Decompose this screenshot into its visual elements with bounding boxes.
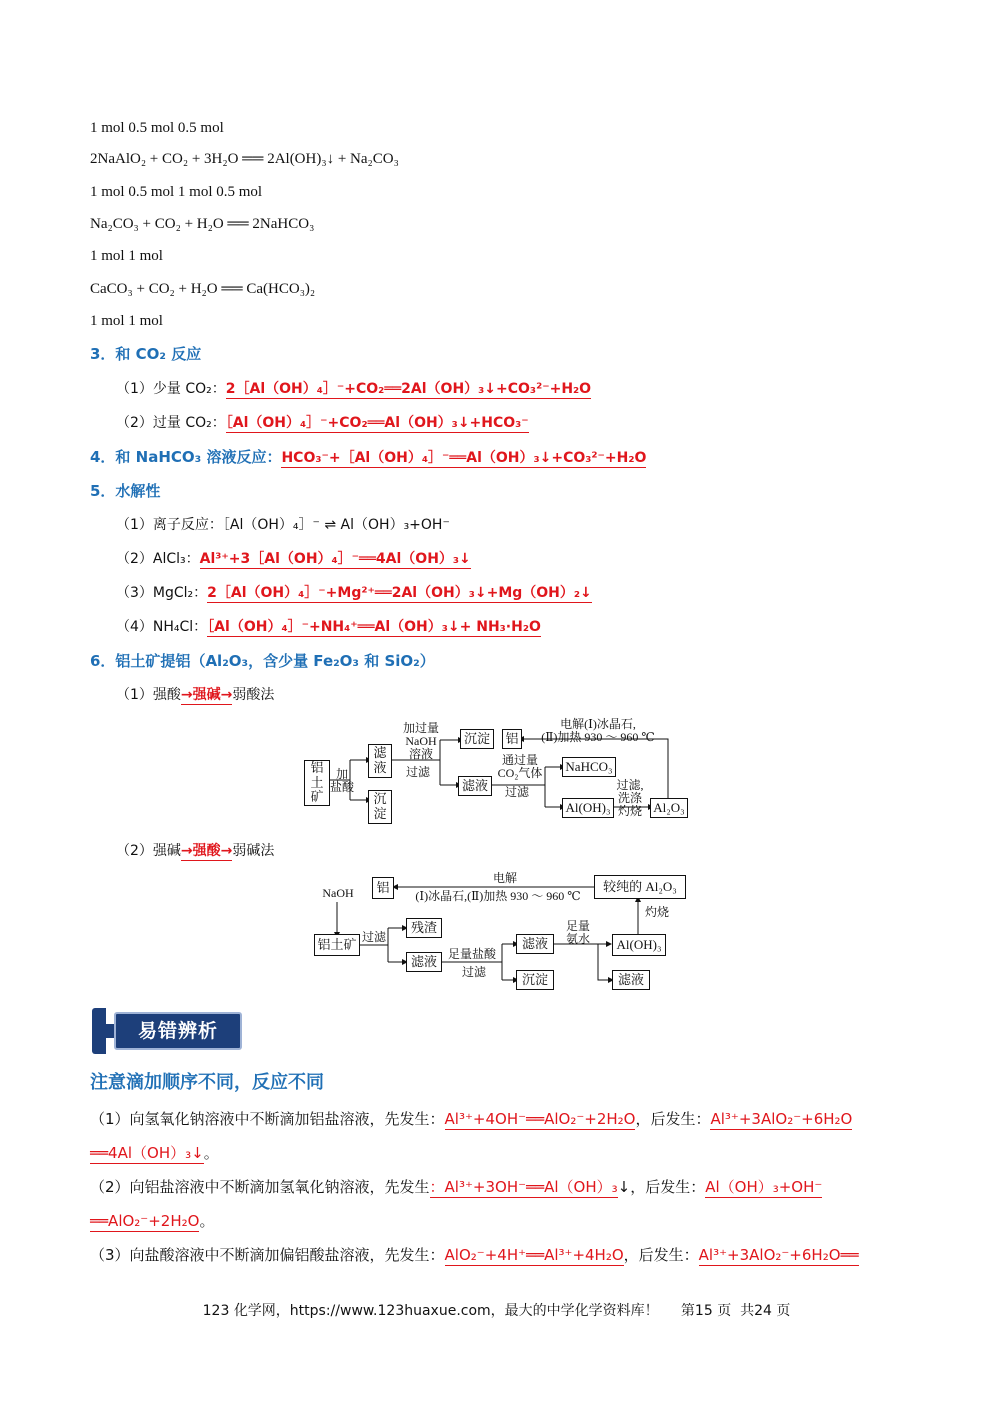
flow2-hcl: 足量盐酸 xyxy=(447,947,496,961)
section-5-title: 5．水解性 xyxy=(90,482,161,500)
mistake-2-then: ↓，后发生： xyxy=(617,1178,706,1196)
s5-item4-answer: ［Al（OH）₄］⁻+NH₄⁺══Al（OH）₃↓+ NH₃·H₂O xyxy=(207,619,541,635)
flow2-aluminum: 铝 xyxy=(372,877,394,899)
flow2-filter1: 过滤 xyxy=(361,930,386,944)
s6-method1-pre: （1）强酸 xyxy=(116,687,181,703)
flow2-filtrate1: 滤液 xyxy=(406,952,442,972)
flow2-filtrate2: 滤液 xyxy=(516,934,554,954)
banner-label: 易错辨析 xyxy=(114,1012,242,1050)
mistake-2-answer2b: ══AlO₂⁻+2H₂O xyxy=(90,1212,200,1230)
s5-item1: （1）离子反应：［Al（OH）₄］⁻ ⇌ Al（OH）₃+OH⁻ xyxy=(116,517,450,533)
mistake-2-end: 。 xyxy=(199,1212,215,1230)
s5-item3-label: （3）MgCl₂： xyxy=(116,585,208,601)
flow2-filtrate3: 滤液 xyxy=(612,970,650,990)
mistake-1-answer1: Al³⁺+4OH⁻══AlO₂⁻+2H₂O xyxy=(444,1110,636,1128)
mistake-1-end: 。 xyxy=(203,1144,219,1162)
flow2-precipitate: 沉淀 xyxy=(516,970,554,990)
s6-method2-post: 弱碱法 xyxy=(232,843,275,859)
flow2-naoh: NaOH xyxy=(322,886,354,900)
s3-item1-answer: 2［Al（OH）₄］⁻+CO₂══2Al（OH）₃↓+CO₃²⁻+H₂O xyxy=(225,381,592,397)
flow1-add-acid: 加 盐酸 xyxy=(329,767,354,795)
mistake-3-line1 xyxy=(90,1244,859,1265)
mistake-2-text: （2）向铝盐溶液中不断滴加氢氧化钠溶液，先发生 xyxy=(90,1178,430,1196)
equation-naalo2: 2NaAlO₂ + CO₂ + 3H₂O ══ 2Al(OH)₃↓ + Na₂CO₃ xyxy=(90,151,399,167)
flow2-pure-al2o3: 较纯的 Al₂O₃ xyxy=(594,875,686,899)
mole-line-1: 1 mol 0.5 mol 0.5 mol xyxy=(90,120,224,136)
flow1-nahco3: NaHCO₃ xyxy=(562,757,616,777)
s6-method1-answer: →强碱→ xyxy=(180,687,233,703)
mole-line-2: 1 mol 0.5 mol 1 mol 0.5 mol xyxy=(90,184,263,200)
mistake-3-answer1: AlO₂⁻+4H⁺══Al³⁺+4H₂O xyxy=(444,1246,624,1264)
flow2-aloh3: Al(OH)₃ xyxy=(612,934,666,956)
flow1-co2: 通过量 CO₂气体 xyxy=(497,753,543,781)
flow1-filtrate1: 滤 液 xyxy=(368,744,392,778)
s5-item4-label: （4）NH₄Cl： xyxy=(116,619,208,635)
flow1-al2o3: Al₂O₃ xyxy=(650,798,688,818)
flow2-ammonia: 足量 氨水 xyxy=(565,919,590,947)
flow1-ore: 铝 土 矿 xyxy=(304,760,330,806)
s3-item2-label: （2）过量 CO₂： xyxy=(116,415,226,431)
s6-method2-pre: （2）强碱 xyxy=(116,843,181,859)
mistake-1-text: （1）向氢氧化钠溶液中不断滴加铝盐溶液，先发生： xyxy=(90,1110,445,1128)
mistake-3-then: ，后发生： xyxy=(623,1246,699,1264)
mistake-2-line1 xyxy=(90,1176,822,1197)
mistake-1-line2 xyxy=(90,1142,219,1163)
section-4-title: 4．和 NaHCO₃ 溶液反应： xyxy=(90,448,282,466)
s6-method2-answer: →强酸→ xyxy=(180,843,233,859)
page-footer: 123 化学网，https://www.123huaxue.com，最大的中学化学资料库！ 第15 页 共24 页 xyxy=(202,1303,791,1319)
flow1-precipitate2: 沉淀 xyxy=(460,729,494,749)
s5-item2-label: （2）AlCl₃： xyxy=(116,551,200,567)
error-analysis-banner xyxy=(92,1008,248,1054)
mistake-2-answer1: ：Al³⁺+3OH⁻══Al（OH）₃ xyxy=(429,1178,618,1196)
flow2-burn: 灼烧 xyxy=(644,905,669,919)
flow1-precipitate1: 沉 淀 xyxy=(368,790,392,824)
s4-answer: HCO₃⁻+［Al（OH）₄］⁻══Al（OH）₃↓+CO₃²⁻+H₂O xyxy=(281,450,647,466)
flow2-electrolysis: (Ⅰ)冰晶石,(Ⅱ)加热 930 ～ 960 ℃ xyxy=(415,889,581,903)
s3-item1-label: （1）少量 CO₂： xyxy=(116,381,226,397)
flow1-aloh3: Al(OH)₃ xyxy=(562,798,614,818)
mistakes-title: 注意滴加顺序不同，反应不同 xyxy=(90,1072,324,1093)
section-6-title: 6．铝土矿提铝（Al₂O₃，含少量 Fe₂O₃ 和 SiO₂） xyxy=(90,652,435,670)
mistake-1-then: ，后发生： xyxy=(635,1110,711,1128)
section-3-title: 3．和 CO₂ 反应 xyxy=(90,345,202,363)
flow1-filter1: 过滤 xyxy=(405,765,430,779)
flow2-electrolysis-title: 电解 xyxy=(492,871,517,885)
mole-line-3: 1 mol 1 mol xyxy=(90,248,163,264)
s5-item3-answer: 2［Al（OH）₄］⁻+Mg²⁺══2Al（OH）₃↓+Mg（OH）₂↓ xyxy=(207,585,592,601)
flow2-filter2: 过滤 xyxy=(461,965,486,979)
flow1-add-naoh: 加过量 NaOH 溶液 xyxy=(402,721,439,762)
mistake-1-line1 xyxy=(90,1108,852,1129)
s3-item2-answer: ［Al（OH）₄］⁻+CO₂══Al（OH）₃↓+HCO₃⁻ xyxy=(225,415,529,431)
flow1-wash-burn: 过滤, 洗涤 灼烧 xyxy=(616,778,644,819)
equation-na2co3: Na₂CO₃ + CO₂ + H₂O ══ 2NaHCO₃ xyxy=(90,216,315,232)
flow1-electrolysis: 电解(Ⅰ)冰晶石, (Ⅱ)加热 930 ～ 960 ℃ xyxy=(541,717,655,745)
mistake-2-answer2a: Al（OH）₃+OH⁻ xyxy=(705,1178,823,1196)
flow1-filter2: 过滤 xyxy=(504,785,529,799)
s5-item2-answer: Al³⁺+3［Al（OH）₄］⁻══4Al（OH）₃↓ xyxy=(199,551,471,567)
flow1-aluminum: 铝 xyxy=(502,729,522,749)
mistake-3-answer2: Al³⁺+3AlO₂⁻+6H₂O══ xyxy=(698,1246,859,1264)
mistake-1-answer2b: ══4Al（OH）₃↓ xyxy=(90,1144,204,1162)
flow2-residue: 残渣 xyxy=(406,918,442,938)
mistake-3-text: （3）向盐酸溶液中不断滴加偏铝酸盐溶液，先发生： xyxy=(90,1246,445,1264)
mistake-2-line2 xyxy=(90,1210,214,1231)
equation-caco3: CaCO₃ + CO₂ + H₂O ══ Ca(HCO₃)₂ xyxy=(90,281,316,297)
mole-line-4: 1 mol 1 mol xyxy=(90,313,163,329)
mistake-1-answer2a: Al³⁺+3AlO₂⁻+6H₂O xyxy=(710,1110,853,1128)
flow1-filtrate2: 滤液 xyxy=(458,776,492,796)
s6-method1-post: 弱酸法 xyxy=(232,687,275,703)
flow2-ore: 铝土矿 xyxy=(314,934,360,956)
